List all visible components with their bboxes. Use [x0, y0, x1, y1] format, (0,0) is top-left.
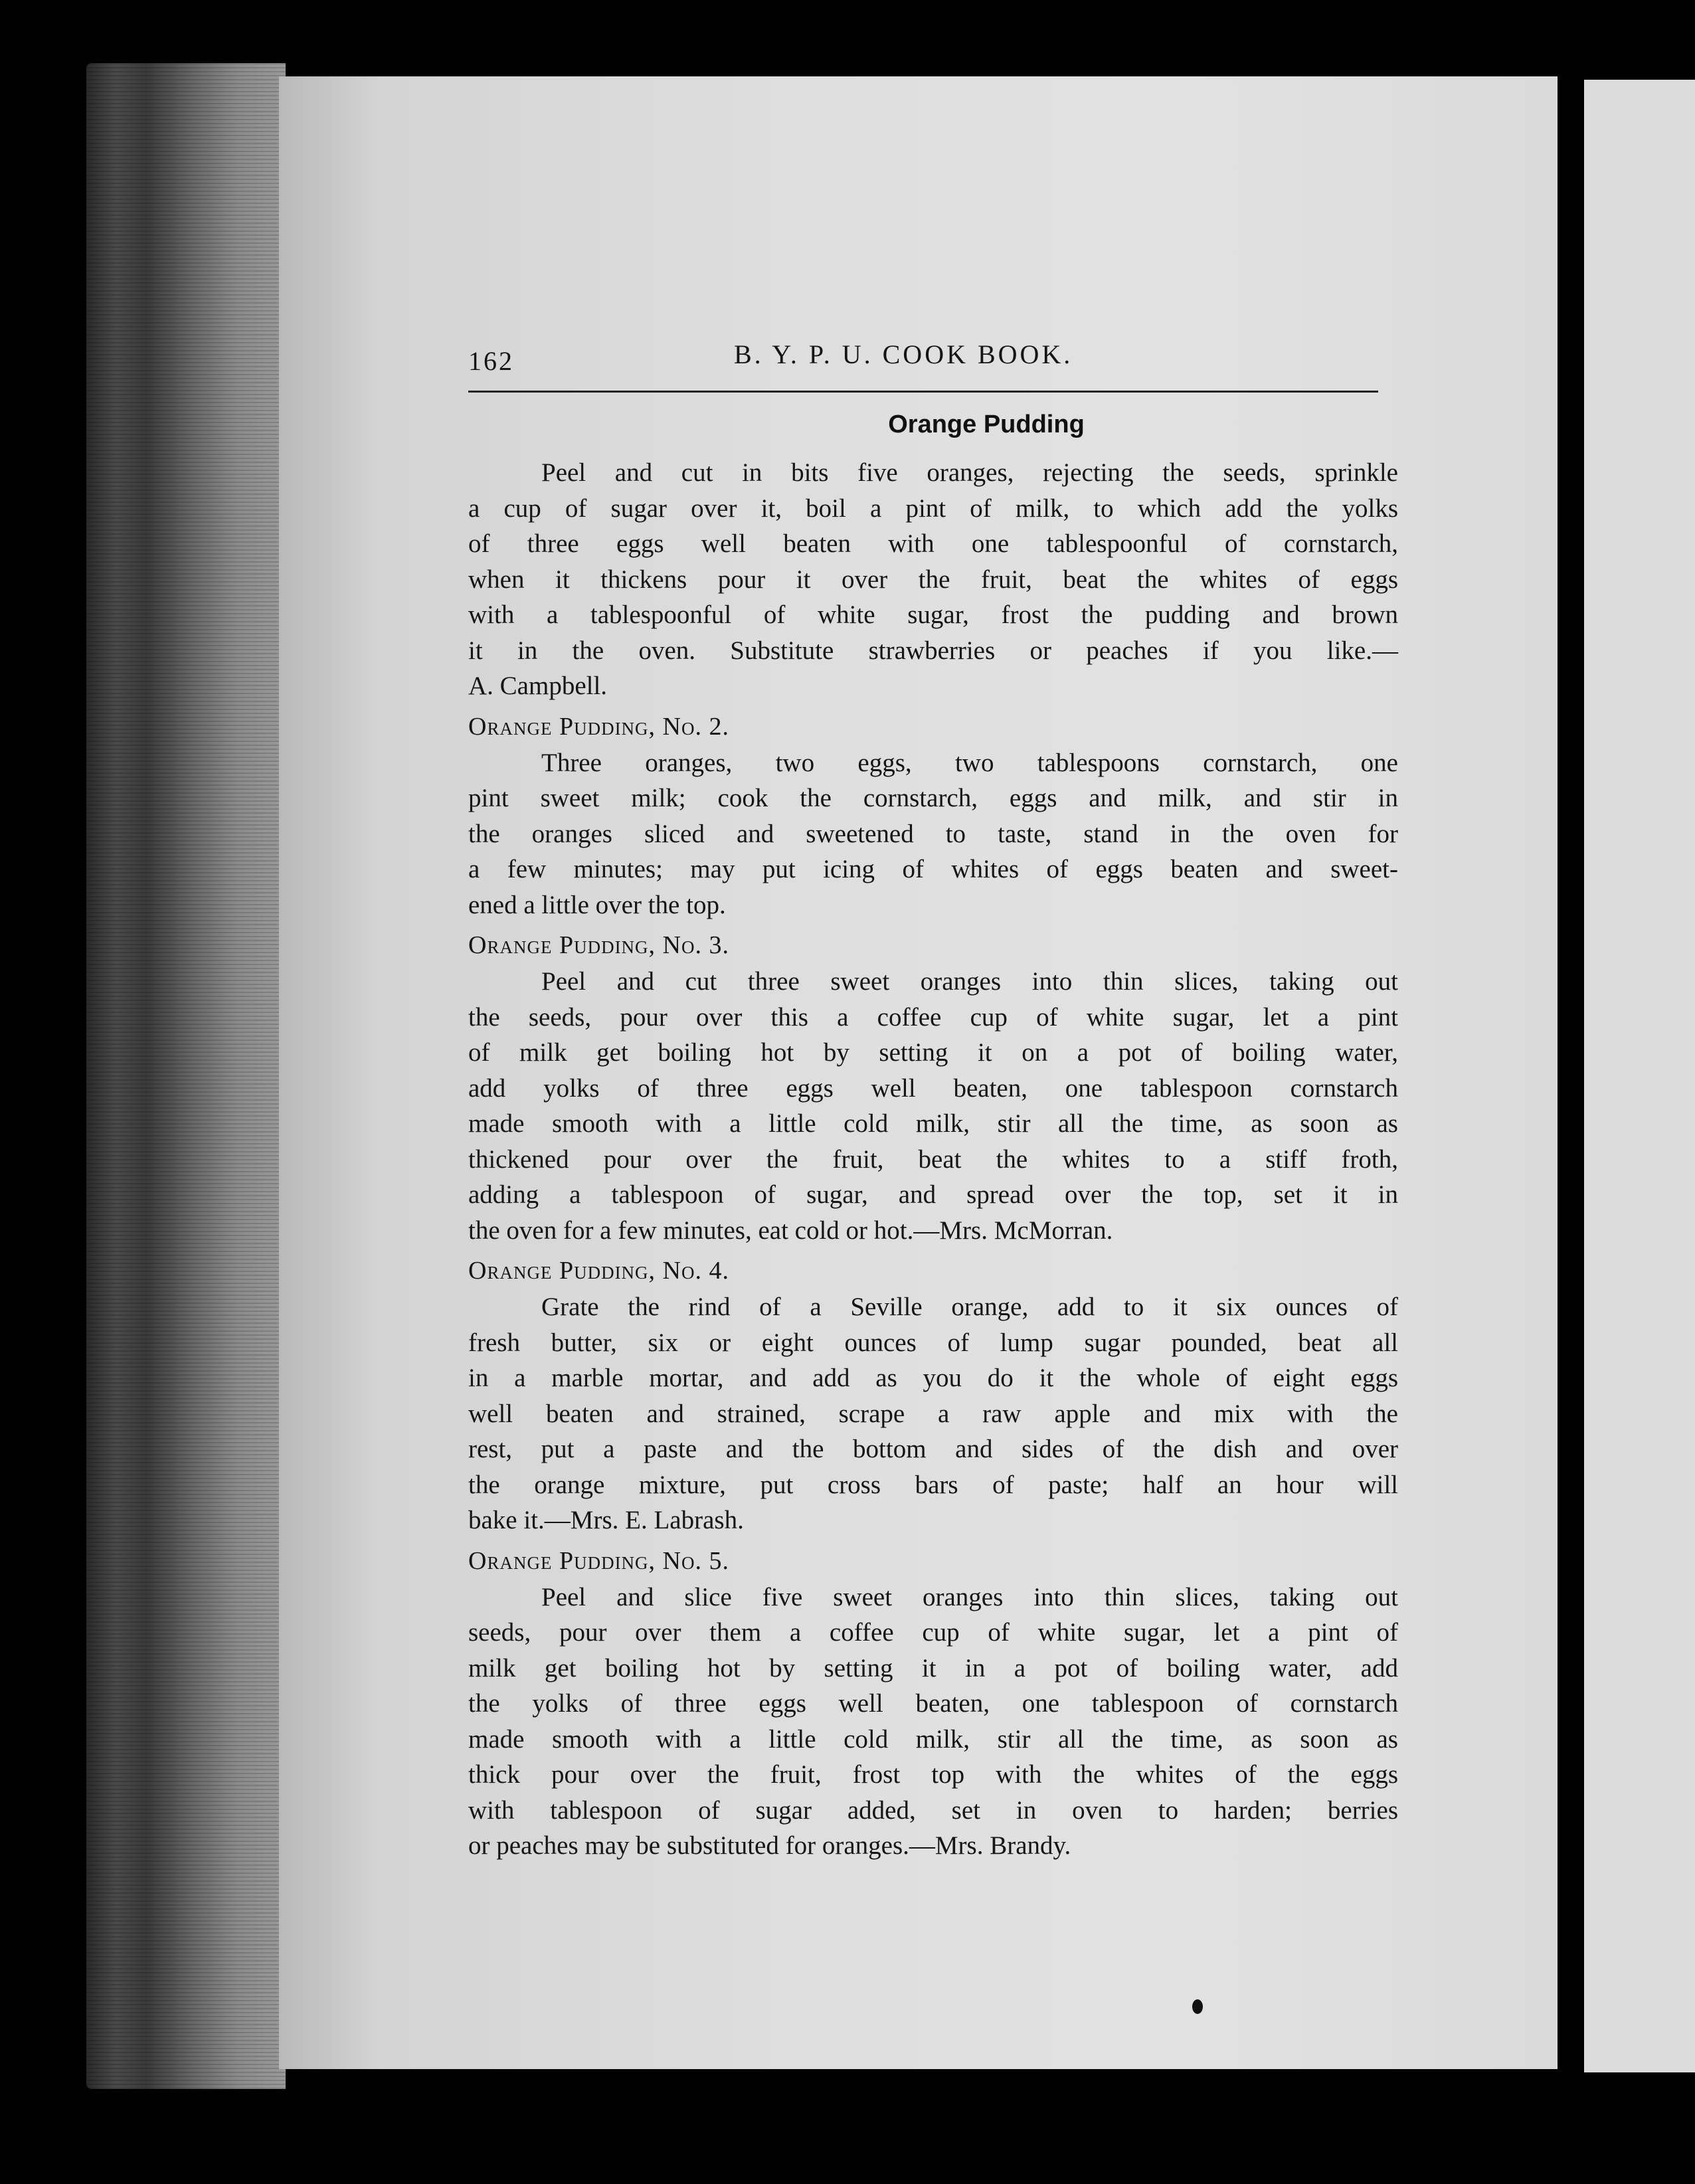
header-rule — [468, 391, 1378, 393]
text-line: ened a little over the top. — [468, 890, 726, 919]
text-line: Grate the rind of a Seville orange, add to it six ounces of — [541, 1293, 1398, 1321]
text-line: it in the oven. Substitute strawberries or peaches if you like.— — [468, 636, 1398, 665]
adjacent-page-edge — [1584, 80, 1695, 2072]
running-title: B. Y. P. U. COOK BOOK. — [734, 339, 1073, 369]
text-line: milk get boiling hot by setting it in a pot of boiling water, add — [468, 1653, 1398, 1683]
text-line: seeds, pour over them a coffee cup of white sugar, let a pint of — [468, 1618, 1398, 1647]
text-line: fresh butter, six or eight ounces of lump sugar pounded, beat all — [468, 1328, 1398, 1357]
text-line: adding a tablespoon of sugar, and spread over the top, set it in — [468, 1180, 1398, 1209]
text-line: rest, put a paste and the bottom and sides of the dish and over — [468, 1435, 1398, 1463]
text-line: bake it.—Mrs. E. Labrash. — [468, 1506, 744, 1534]
text-line: or peaches may be substituted for oranges.—Mrs. Brandy. — [468, 1831, 1071, 1860]
recipe-body — [468, 455, 1398, 704]
text-line: the orange mixture, put cross bars of paste; half an hour will — [468, 1470, 1398, 1499]
text-line: a few minutes; may put icing of whites of eggs beaten and sweet- — [468, 855, 1398, 883]
text-line: Three oranges, two eggs, two tablespoons cornstarch, one — [541, 748, 1398, 777]
page-gutter — [1558, 66, 1584, 2092]
text-line: well beaten and strained, scrape a raw apple and mix with the — [468, 1399, 1398, 1428]
page-header — [468, 332, 1398, 385]
ink-spot — [1192, 1999, 1203, 2014]
variant-body — [468, 964, 1398, 1248]
text-line: thickened pour over the fruit, beat the whites to a stiff froth, — [468, 1144, 1398, 1174]
text-line: when it thickens pour it over the fruit, beat the whites of eggs — [468, 565, 1398, 594]
variant-heading: Orange Pudding, No. 2. — [468, 712, 729, 741]
variant-heading: Orange Pudding, No. 3. — [468, 931, 729, 959]
text-line: A. Campbell. — [468, 672, 608, 700]
text-line: the oven for a few minutes, eat cold or hot.—Mrs. McMorran. — [468, 1216, 1113, 1245]
text-line: of milk get boiling hot by setting it on a pot of boiling water, — [468, 1038, 1398, 1067]
text-line: with a tablespoonful of white sugar, frost the pudding and brown — [468, 600, 1398, 629]
text-line: made smooth with a little cold milk, stir all the time, as soon as — [468, 1724, 1398, 1754]
text-line: Peel and cut in bits five oranges, rejecting the seeds, sprinkle — [541, 458, 1398, 487]
text-line: add yolks of three eggs well beaten, one tablespoon cornstarch — [468, 1073, 1398, 1103]
text-line: pint sweet milk; cook the cornstarch, eggs and milk, and stir in — [468, 784, 1398, 812]
text-line: the yolks of three eggs well beaten, one tablespoon of cornstarch — [468, 1689, 1398, 1718]
text-line: of three eggs well beaten with one tablespoonful of cornstarch, — [468, 529, 1398, 558]
text-line: Peel and slice five sweet oranges into thin slices, taking out — [541, 1582, 1398, 1611]
page-number: 162 — [468, 346, 514, 376]
text-line: Peel and cut three sweet oranges into thin slices, taking out — [541, 967, 1398, 996]
text-line: with tablespoon of sugar added, set in oven to harden; berries — [468, 1795, 1398, 1825]
variant-body — [468, 1580, 1398, 1864]
text-line: in a marble mortar, and add as you do it the whole of eight eggs — [468, 1364, 1398, 1392]
book-spine-edge — [86, 63, 286, 2089]
text-line: the oranges sliced and sweetened to taste, stand in the oven for — [468, 819, 1398, 848]
text-line: made smooth with a little cold milk, stir all the time, as soon as — [468, 1109, 1398, 1138]
variant-body — [468, 1289, 1398, 1538]
variant-heading: Orange Pudding, No. 4. — [468, 1257, 729, 1285]
page-content — [468, 332, 1398, 1864]
text-line: the seeds, pour over this a coffee cup of white sugar, let a pint — [468, 1002, 1398, 1032]
text-line: a cup of sugar over it, boil a pint of milk, to which add the yolks — [468, 494, 1398, 523]
variant-heading: Orange Pudding, No. 5. — [468, 1546, 729, 1575]
text-line: thick pour over the fruit, frost top with the whites of the eggs — [468, 1760, 1398, 1789]
recipe-title: Orange Pudding — [888, 410, 1085, 438]
variant-body — [468, 745, 1398, 923]
